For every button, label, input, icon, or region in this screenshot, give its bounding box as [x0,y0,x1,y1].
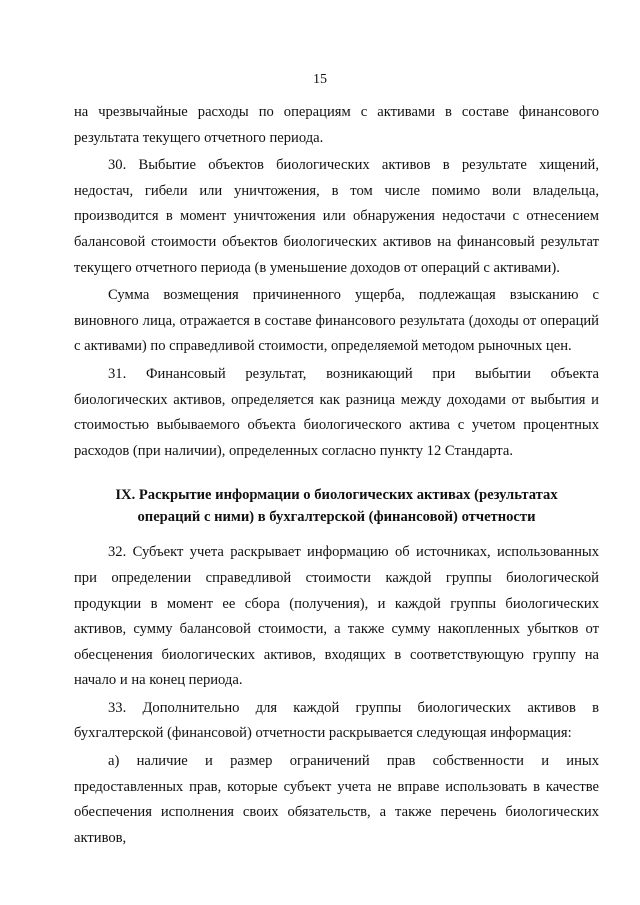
paragraph-subitem-a: а) наличие и размер ограничений прав собственности и иных предоставленных прав, которые субъект учета не вправе использовать в качестве обеспечения исполнения своих обязательств, а также перечень биологических активов, [74,753,599,846]
paragraph-item-30: 30. Выбытие объектов биологических активов в результате хищений, недостач, гибели или уничтожения, в том числе помимо воли владельца, производится в момент уничтожения или обнаружения недостачи с отнесением балансовой стоимости объектов биологических активов на финансовый результат текущего отчетного периода (в уменьшение доходов от операций с активами). [74,157,599,276]
paragraph-item-31: 31. Финансовый результат, возникающий при выбытии объекта биологических активов, определяется как разница между доходами от выбытия и стоимостью выбываемого объекта биологического актива с учетом процентных расходов (при наличии), определенных согласно пункту 12 Стандарта. [74,365,599,459]
page-number: 15 [313,72,327,87]
paragraph-damage-compensation: Сумма возмещения причиненного ущерба, подлежащая взысканию с виновного лица, отражается в составе финансового результата (доходы от операций с активами) по справедливой стоимости, определяемой методом рыночных цен. [74,287,599,355]
document-body [74,100,599,853]
paragraph-item-32: 32. Субъект учета раскрывает информацию об источниках, использованных при определении справедливой стоимости каждой группы биологической продукции в момент ее сбора (получения), и каждой группы биологических активов, сумму балансовой стоимости, а также сумму накопленных убытков от обесценения биологических активов, входящих в соответствующую группу на начало и на конец периода. [74,544,599,689]
paragraph-item-33: 33. Дополнительно для каждой группы биологических активов в бухгалтерской (финансовой) отчетности раскрывается следующая информация: [74,699,599,742]
paragraph-continuation: на чрезвычайные расходы по операциям с активами в составе финансового результата текущего отчетного периода. [74,104,599,146]
section-heading: IX. Раскрытие информации о биологических активах (результатах операций с ними) в бухгалтерской (финансовой) отчетности [115,487,558,526]
